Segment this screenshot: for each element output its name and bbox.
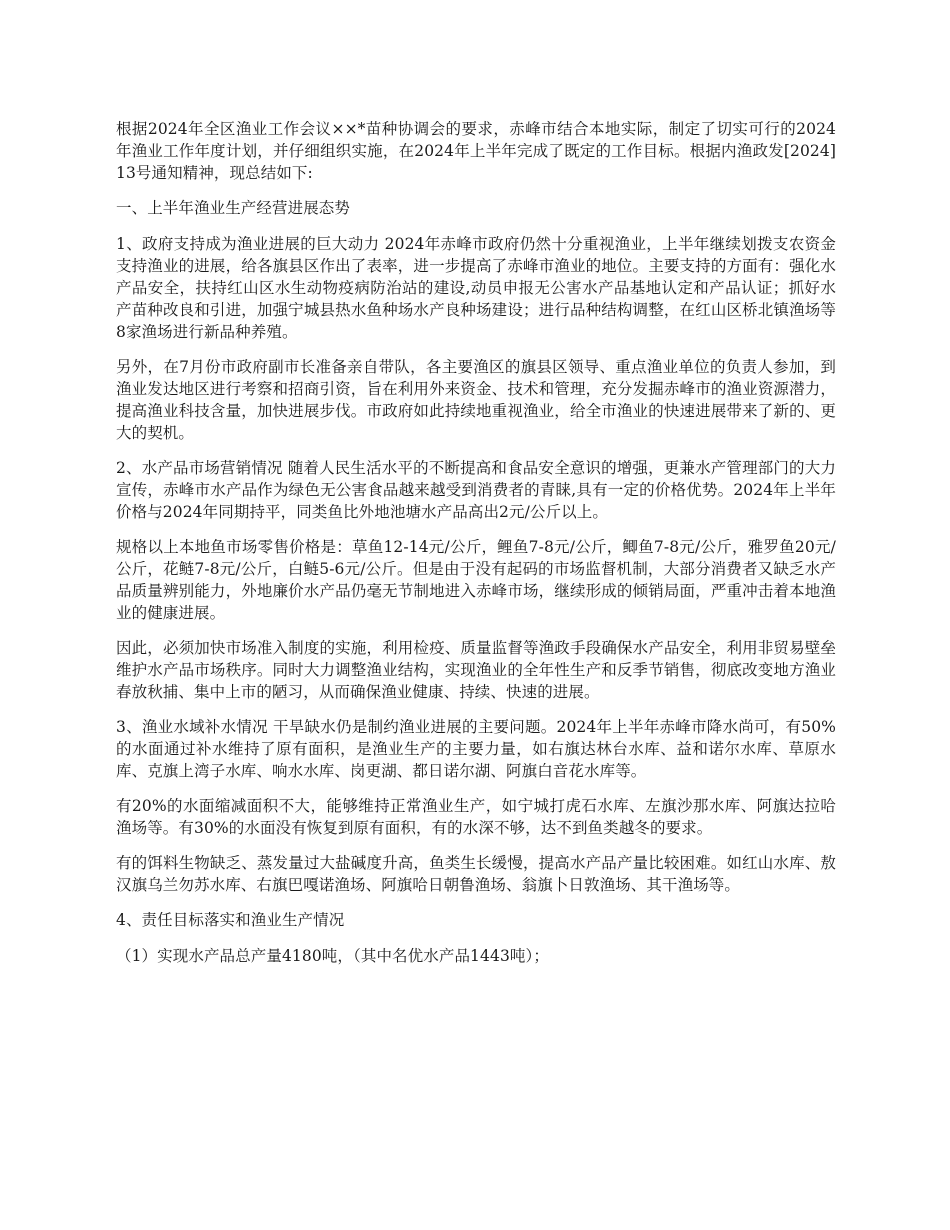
paragraph-water-reduction: 有20%的水面缩减面积不大，能够维持正常渔业生产，如宁城打虎石水库、左旗沙那水库、阿旗达拉哈渔场等。有30%的水面没有恢复到原有面积，有的水深不够，达不到鱼类越冬的要求。 (116, 797, 836, 837)
paragraph-water-supply: 3、渔业水域补水情况 干旱缺水仍是制约渔业进展的主要问题。2024年上半年赤峰市降水尚可，有50%的水面通过补水维持了原有面积，是渔业生产的主要力量，如右旗达林台水库、益和诺尔水库、草原水库、克旗上湾子水库、响水水库、岗更湖、都日诺尔湖、阿旗白音花水库等。 (116, 718, 836, 780)
document-body (116, 118, 836, 980)
section-heading-4: 4、责任目标落实和渔业生产情况 (116, 911, 345, 929)
section-heading-1: 一、上半年渔业生产经营进展态势 (116, 199, 351, 217)
paragraph-output-total: （1）实现水产品总产量4180吨，（其中名优水产品1443吨）； (116, 947, 549, 965)
intro-paragraph: 根据2024年全区渔业工作会议××*苗种协调会的要求，赤峰市结合本地实际，制定了切实可行的2024年渔业工作年度计划，并仔细组织实施，在2024年上半年完成了既定的工作目标。根据内渔政发[2024]13号通知精神，现总结如下: (116, 120, 836, 182)
paragraph-feed-shortage: 有的饵料生物缺乏、蒸发量过大盐碱度升高，鱼类生长缓慢，提高水产品产量比较困难。如红山水库、敖汉旗乌兰勿苏水库、右旗巴嘎诺渔场、阿旗哈日朝鲁渔场、翁旗卜日敦渔场、其干渔场等。 (116, 854, 836, 894)
paragraph-market-access: 因此，必须加快市场准入制度的实施，利用检疫、质量监督等渔政手段确保水产品安全，利用非贸易壁垒维护水产品市场秩序。同时大力调整渔业结构，实现渔业的全年性生产和反季节销售，彻底改变地方渔业春放秋捕、集中上市的陋习，从而确保渔业健康、持续、快速的进展。 (116, 639, 836, 701)
paragraph-government-support: 1、政府支持成为渔业进展的巨大动力 2024年赤峰市政府仍然十分重视渔业，上半年继续划拨支农资金支持渔业的进展，给各旗县区作出了表率，进一步提高了赤峰市渔业的地位。主要支持的方面有：强化水产品安全，扶持红山区水生动物疫病防治站的建设,动员申报无公害水产品基地认定和产品认证；抓好水产苗种改良和引进，加强宁城县热水鱼种场水产良种场建设；进行品种结构调整，在红山区桥北镇渔场等8家渔场进行新品种养殖。 (116, 235, 836, 341)
paragraph-market-sales: 2、水产品市场营销情况 随着人民生活水平的不断提高和食品安全意识的增强，更兼水产管理部门的大力宣传，赤峰市水产品作为绿色无公害食品越来越受到消费者的青睐,具有一定的价格优势。2024年上半年价格与2024年同期持平，同类鱼比外地池塘水产品高出2元/公斤以上。 (116, 459, 836, 521)
paragraph-investment-trip: 另外，在7月份市政府副市长准备亲自带队，各主要渔区的旗县区领导、重点渔业单位的负责人参加，到渔业发达地区进行考察和招商引资，旨在利用外来资金、技术和管理，充分发掘赤峰市的渔业资源潜力，提高渔业科技含量，加快进展步伐。市政府如此持续地重视渔业，给全市渔业的快速进展带来了新的、更大的契机。 (116, 358, 836, 442)
paragraph-retail-prices: 规格以上本地鱼市场零售价格是：草鱼12-14元/公斤，鲤鱼7-8元/公斤，鲫鱼7-8元/公斤，雅罗鱼20元/公斤，花鲢7-8元/公斤，白鲢5-6元/公斤。但是由于没有起码的市场监督机制，大部分消费者又缺乏水产品质量辨别能力，外地廉价水产品仍毫无节制地进入赤峰市场，继续形成的倾销局面，严重冲击着本地渔业的健康进展。 (116, 538, 836, 622)
